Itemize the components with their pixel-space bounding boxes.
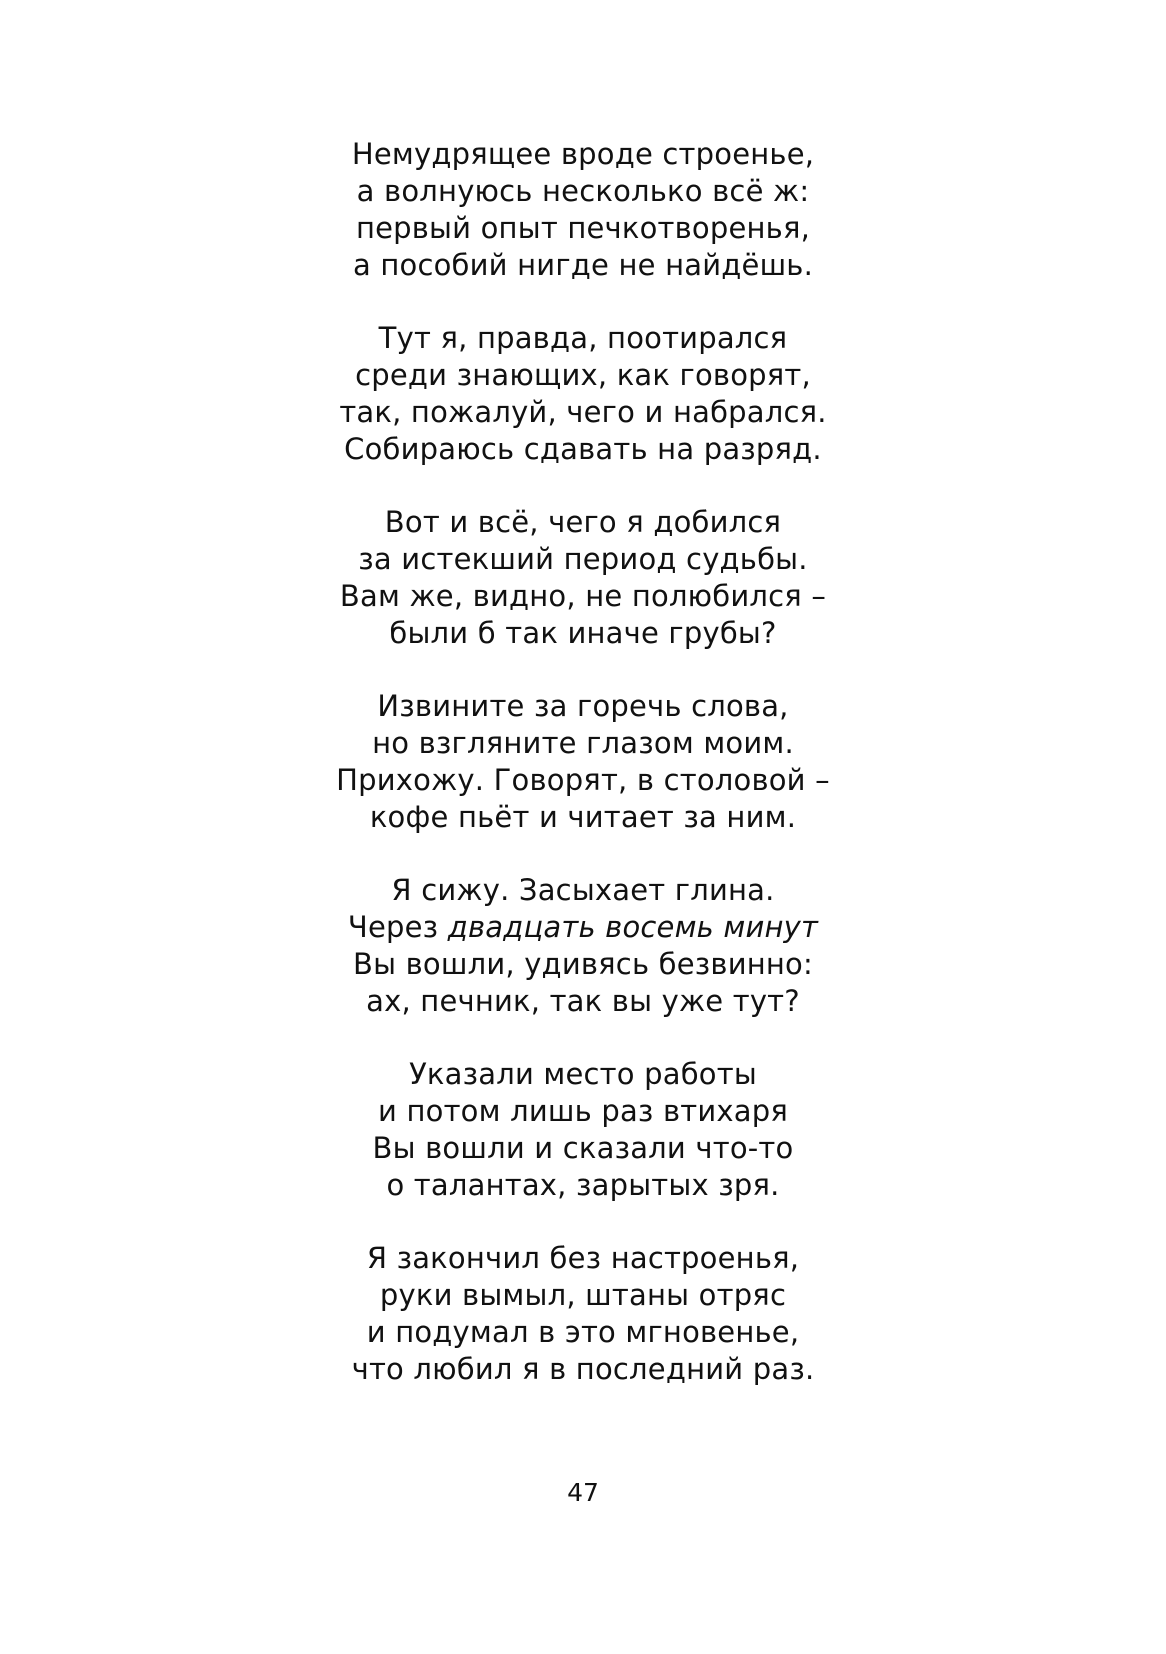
poem-line: за истекший период судьбы.	[358, 542, 808, 576]
poem-line: руки вымыл, штаны отряс	[379, 1278, 787, 1312]
poem-line: Немудрящее вроде строенье,	[351, 137, 815, 171]
poem-line: Извините за горечь слова,	[377, 689, 789, 723]
stanza-6	[0, 1056, 1166, 1204]
poem-line: ах, печник, так вы уже тут?	[366, 984, 800, 1018]
stanza-4	[0, 688, 1166, 836]
poem-line: Вы вошли, удивясь безвинно:	[353, 947, 813, 981]
poem-line: Тут я, правда, поотирался	[378, 321, 788, 355]
page-number: 47	[567, 1478, 599, 1507]
poem-line: но взгляните глазом моим.	[372, 726, 794, 760]
stanza-2	[0, 320, 1166, 468]
stanza-5	[0, 872, 1166, 1020]
poem-line: и потом лишь раз втихаря	[378, 1094, 788, 1128]
poem-line: о талантах, зарытых зря.	[386, 1168, 780, 1202]
poem-line: так, пожалуй, чего и набрался.	[339, 395, 827, 429]
poem-line: Я закончил без настроенья,	[366, 1241, 800, 1275]
poem-line: Собираюсь сдавать на разряд.	[344, 432, 822, 466]
poem-line: а волнуюсь несколько всё ж:	[356, 174, 810, 208]
line-prefix: Через	[347, 910, 448, 944]
stanza-7	[0, 1240, 1166, 1388]
stanza-3	[0, 504, 1166, 652]
poem-line: среди знающих, как говорят,	[355, 358, 811, 392]
poem-line: и подумал в это мгновенье,	[366, 1315, 800, 1349]
poem-line: Вам же, видно, не полюбился –	[339, 579, 827, 613]
poem-line: Я сижу. Засыхает глина.	[391, 873, 775, 907]
poem	[0, 136, 1166, 1424]
poem-line: были б так иначе грубы?	[389, 616, 777, 650]
poem-line: что любил я в последний раз.	[351, 1352, 815, 1386]
poem-line: Вот и всё, чего я добился	[384, 505, 782, 539]
poem-line: Прихожу. Говорят, в столовой –	[336, 763, 830, 797]
poem-line: Указали место работы	[409, 1057, 757, 1091]
italic-phrase: двадцать восемь минут	[447, 910, 819, 944]
poem-line: а пособий нигде не найдёшь.	[352, 248, 814, 282]
poem-line-with-italic	[0, 909, 1166, 946]
poem-line: первый опыт печкотворенья,	[355, 211, 811, 245]
poem-line: кофе пьёт и читает за ним.	[369, 800, 797, 834]
stanza-1	[0, 136, 1166, 284]
poem-line: Вы вошли и сказали что-то	[372, 1131, 794, 1165]
